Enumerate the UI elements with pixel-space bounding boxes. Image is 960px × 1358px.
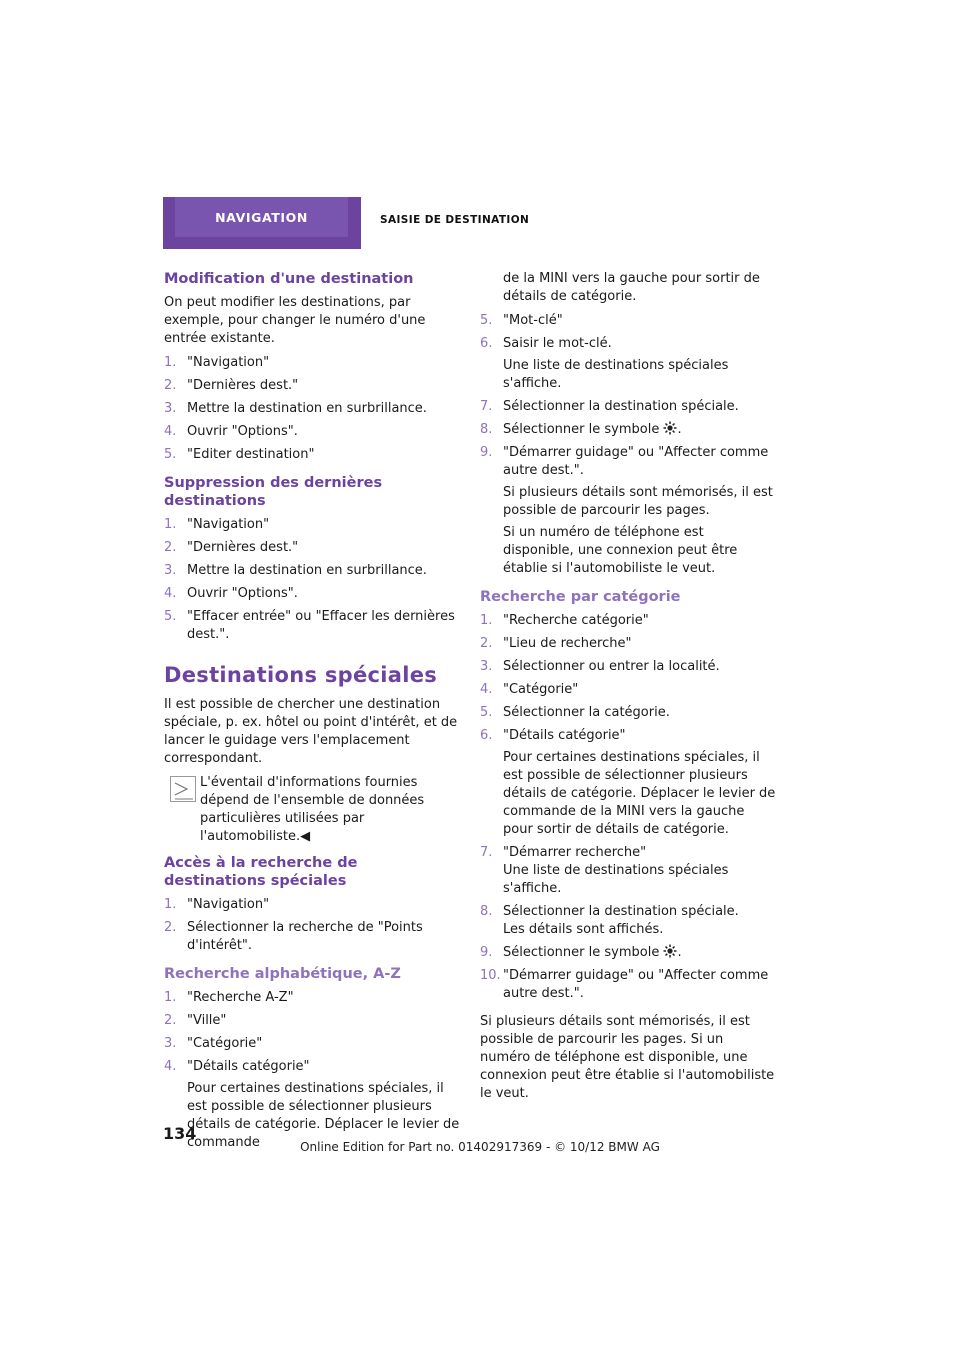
list-item: 4. "Détails catégorie" Pour certaines destinations spéciales, il est possible de sélectionner plusieurs détails de catégorie. Déplacer le levier de commande — [164, 1058, 464, 1152]
list-item: 8. Sélectionner le symbole . — [480, 422, 682, 437]
list-item: 6. "Détails catégorie" Pour certaines destinations spéciales, il est possible de sélectionner plusieurs détails de catégorie. Déplacer le levier de commande de la MINI vers la gauche pour sortir de détails de catégorie. — [480, 728, 776, 837]
list-item: 4. Ouvrir "Options". — [164, 424, 298, 439]
list-item: 1. "Recherche A-Z" — [164, 990, 294, 1005]
list-item: 2. Sélectionner la recherche de "Points d'intérêt". — [164, 920, 423, 953]
list-alpha — [164, 989, 464, 1152]
list-item: 10. "Démarrer guidage" ou "Affecter comme autre dest.". — [480, 968, 769, 1001]
list-modification — [164, 354, 464, 464]
heading-suppression: Suppression des dernières destinations — [164, 475, 383, 509]
poi-symbol-icon — [663, 944, 677, 958]
list-item: 5. "Editer destination" — [164, 447, 315, 462]
list-item: 3. "Catégorie" — [164, 1036, 263, 1051]
heading-alpha: Recherche alphabétique, A-Z — [164, 966, 401, 982]
list-item: 7. Sélectionner la destination spéciale. — [480, 399, 739, 414]
left-column — [164, 270, 464, 1162]
tab-border-bottom — [163, 237, 361, 249]
note: L'éventail d'informations fournies dépend de l'ensemble de données particulières utilisées par l'automobiliste.◀ — [164, 774, 464, 846]
list-item: 3. Mettre la destination en surbrillance. — [164, 563, 427, 578]
paragraph: On peut modifier les destinations, par exemple, pour changer le numéro d'une entrée existante. — [164, 295, 426, 346]
list-item: 1. "Recherche catégorie" — [480, 613, 649, 628]
footer: Online Edition for Part no. 01402917369 - © 10/12 BMW AG — [300, 1140, 660, 1154]
list-item: 2. "Dernières dest." — [164, 378, 299, 393]
list-item: 5. "Effacer entrée" ou "Effacer les dernières dest.". — [164, 609, 455, 642]
paragraph: Si plusieurs détails sont mémorisés, il est possible de parcourir les pages. Si un numéro de téléphone est disponible, une connexion peut être établie si l'automobiliste le veut. — [480, 1014, 775, 1101]
list-item: 5. "Mot-clé" — [480, 313, 563, 328]
list-item: 4. Ouvrir "Options". — [164, 586, 298, 601]
list-suppression — [164, 516, 464, 644]
tab-border-right — [348, 197, 361, 249]
list-item: 1. "Navigation" — [164, 355, 270, 370]
list-alpha-cont — [480, 312, 776, 578]
continued-text: de la MINI vers la gauche pour sortir de détails de catégorie. — [503, 271, 760, 304]
list-item: 4. "Catégorie" — [480, 682, 579, 697]
paragraph: Il est possible de chercher une destination spéciale, p. ex. hôtel ou point d'intérêt, et de lancer le guidage vers l'emplacement correspondant. — [164, 697, 458, 766]
section-label: SAISIE DE DESTINATION — [380, 214, 530, 226]
tab-label: NAVIGATION — [215, 210, 308, 225]
list-item: 1. "Navigation" — [164, 897, 270, 912]
list-acces — [164, 896, 464, 955]
heading-modification: Modification d'une destination — [164, 271, 414, 287]
list-categorie — [480, 612, 776, 1003]
main-title: Destinations spéciales — [164, 663, 438, 687]
list-item: 9. Sélectionner le symbole . — [480, 945, 682, 960]
list-item: 5. Sélectionner la catégorie. — [480, 705, 670, 720]
note-icon — [170, 776, 196, 802]
list-item: 3. Sélectionner ou entrer la localité. — [480, 659, 720, 674]
list-item: 2. "Ville" — [164, 1013, 227, 1028]
list-item: 2. "Dernières dest." — [164, 540, 299, 555]
heading-categorie: Recherche par catégorie — [480, 589, 681, 605]
page-number: 134 — [163, 1124, 197, 1143]
list-item: 6. Saisir le mot-clé. Une liste de destinations spéciales s'affiche. — [480, 336, 729, 391]
poi-symbol-icon — [663, 421, 677, 435]
end-mark-icon: ◀ — [300, 829, 311, 844]
list-item: 1. "Navigation" — [164, 517, 270, 532]
right-column — [480, 270, 776, 1109]
list-item: 7. "Démarrer recherche" Une liste de destinations spéciales s'affiche. — [480, 845, 729, 896]
list-item: 2. "Lieu de recherche" — [480, 636, 632, 651]
list-item: 3. Mettre la destination en surbrillance. — [164, 401, 427, 416]
list-item: 9. "Démarrer guidage" ou "Affecter comme autre dest.". Si plusieurs détails sont mémorisés, il est possible de parcourir les pages. Si un numéro de téléphone est disponible, une connexion peut être établie si l'automobiliste le veut. — [480, 445, 773, 576]
list-item-sub: Pour certaines destinations spéciales, il est possible de sélectionner plusieurs détails de catégorie. Déplacer le levier de commande — [187, 1081, 460, 1150]
heading-acces: Accès à la recherche de destinations spéciales — [164, 855, 358, 889]
header-tab — [163, 197, 361, 249]
list-item: 8. Sélectionner la destination spéciale. Les détails sont affichés. — [480, 904, 739, 937]
